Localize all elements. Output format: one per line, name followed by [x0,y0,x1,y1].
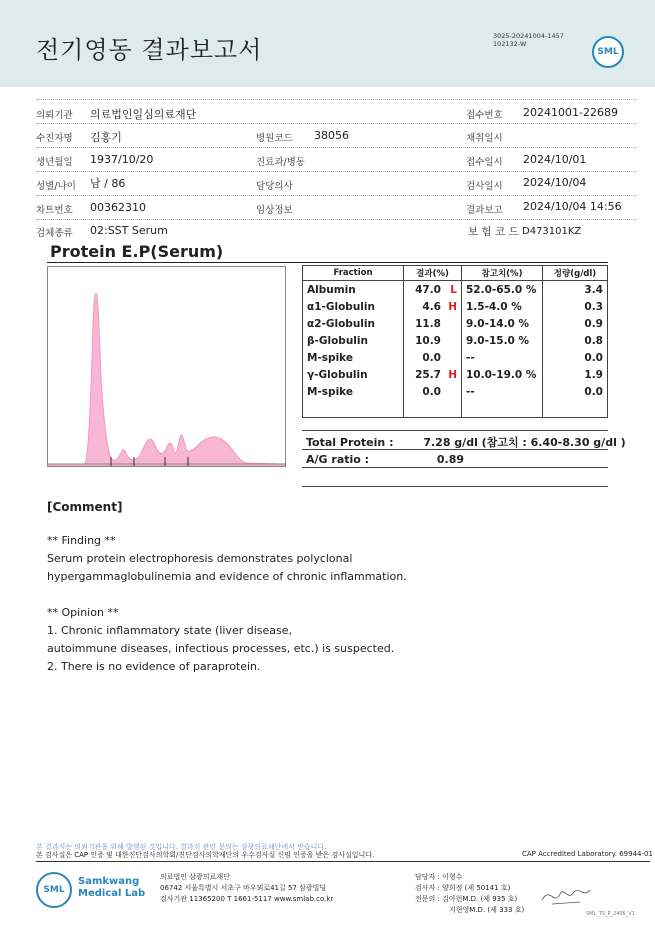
comment-line: ** Finding ** [47,534,116,547]
total-protein-label: Total Protein : [306,436,394,449]
quantity-value: 0.8 [543,332,608,349]
report-date-value: 2024/10/04 14:56 [523,200,622,213]
quantity-value [543,400,608,418]
fraction-name: γ-Globulin [303,366,404,383]
hospital-code-value: 38056 [314,129,349,142]
fraction-name: β-Globulin [303,332,404,349]
result-value: 4.6 [422,300,441,313]
clinical-label: 임상정보 [256,205,293,216]
fraction-name: M-spike [303,349,404,366]
table-row [303,298,608,315]
comment-line: ** Opinion ** [47,606,119,619]
footer-contact: 검사기관 11365200 T 1661-5117 www.smlab.co.kr [160,895,334,903]
cap-accreditation: CAP Accredited Laboratory. 69944-01 [522,850,653,858]
ep-section-title: Protein E.P(Serum) [50,242,224,261]
comment-line: autoimmune diseases, infectious processes, etc.) is suspected. [47,642,395,655]
result-flag: H [448,300,457,313]
result-flag: L [450,283,457,296]
fraction-name: α1-Globulin [303,298,404,315]
document-number [493,32,564,48]
institution-label: 의뢰기관 [36,110,73,121]
result-cell [404,366,462,383]
doctor-label: 담당의사 [256,181,293,192]
sex-age-value: 남 / 86 [90,177,126,190]
total-protein [306,434,646,450]
comment-title: [Comment] [47,500,123,514]
reference-header: 참고치(%) [462,266,543,281]
comment-line: 1. Chronic inflammatory state (liver disease, [47,624,293,637]
divider [302,449,608,450]
quantity-value: 0.9 [543,315,608,332]
divider [302,430,608,431]
result-value: 0.0 [422,385,441,398]
result-value: 25.7 [415,368,441,381]
table-row [303,400,608,418]
ag-ratio [306,453,606,466]
divider [36,171,636,172]
reference-range: 1.5-4.0 % [462,298,543,315]
result-value: 11.8 [415,317,441,330]
patient-value: 김홍기 [90,131,122,144]
result-cell [404,332,462,349]
quantity-value: 1.9 [543,366,608,383]
fraction-name: α2-Globulin [303,315,404,332]
signature-image [540,880,600,910]
reference-range: -- [462,383,543,400]
document-number-line2: 102132-W [493,40,527,48]
lab-name [78,876,145,900]
footer-divider [36,861,650,862]
dept-label: 진료과/병동 [256,157,306,168]
divider [36,147,636,148]
patient-label: 수진자명 [36,133,73,144]
divider [302,486,608,487]
quantity-header: 정량(g/dl) [543,266,608,281]
comment-line: 2. There is no evidence of paraprotein. [47,660,261,673]
comment-line: hypergammaglobulinemia and evidence of chronic inflammation. [47,570,407,583]
result-cell [404,383,462,400]
total-protein-value: 7.28 g/dl (참고치 : 6.40-8.30 g/dl ) [423,436,626,449]
divider [36,219,636,220]
fraction-name [303,400,404,418]
ep-title-underline [47,262,608,263]
table-row [303,315,608,332]
result-value: 10.9 [415,334,441,347]
hospital-code-label: 병원코드 [256,133,293,144]
footer-org: 의료법인 삼광의료재단 [160,873,230,881]
reference-range: 10.0-19.0 % [462,366,543,383]
staff-specialist-2: 지현영M.D. (제 333 호) [449,906,525,914]
result-value: 0.0 [422,351,441,364]
lab-name-line1: Samkwang [78,876,140,887]
result-cell [404,281,462,299]
staff-specialist-1: 전문의 : 김아현M.D. (제 935 호) [415,895,518,903]
electrophoresis-table [302,265,608,418]
result-cell [404,298,462,315]
report-date-label: 결과보고 [466,205,503,216]
table-header-row [303,266,608,281]
table-row [303,349,608,366]
receipt-date-value: 2024/10/01 [523,153,587,166]
document-number-line1: 3025-20241004-1457 [493,32,564,40]
reference-range [462,400,543,418]
divider [36,123,636,124]
collection-date-label: 채취일시 [466,133,503,144]
test-date-label: 검사일시 [466,181,503,192]
ag-ratio-label: A/G ratio : [306,453,370,466]
chart-no-value: 00362310 [90,201,146,214]
quantity-value: 0.0 [543,349,608,366]
footer-address: 06742 서울특별시 서초구 바우뫼로41길 57 삼광빌딩 [160,884,327,892]
divider [36,99,636,100]
footer-notice-1: 본 결과지는 의뢰기관을 위해 발행된 것입니다. 결과지 관련 문의는 삼광의료재단에서 받습니다. [36,843,327,851]
result-cell [404,315,462,332]
receipt-date-label: 접수일시 [466,157,503,168]
form-code: SML_TS_P_2406_V1 [586,911,635,917]
reference-range: 52.0-65.0 % [462,281,543,299]
footer-logo-icon: SML [36,872,72,908]
sml-logo: SML [592,36,624,68]
quantity-value: 0.0 [543,383,608,400]
specimen-value: 02:SST Serum [90,224,168,237]
specimen-label: 검체종류 [36,228,73,239]
table-row [303,383,608,400]
chart-no-label: 차트번호 [36,205,73,216]
dob-label: 생년월일 [36,157,73,168]
staff-tester: 검사자 : 양희정 (제 50141 호) [415,884,511,892]
quantity-value: 0.3 [543,298,608,315]
reference-range: 9.0-15.0 % [462,332,543,349]
table-row [303,281,608,299]
divider [302,467,608,468]
electrophoresis-graph [47,266,286,467]
report-title: 전기영동 결과보고서 [36,36,263,64]
dob-value: 1937/10/20 [90,153,154,166]
divider [36,195,636,196]
institution-value: 의료법인일심의료재단 [90,108,197,121]
fraction-name: Albumin [303,281,404,299]
footer-notice-2: 본 검사실은 CAP 인증 및 대한진단검사의학회/진단검사의학재단의 우수검사실 신임 인증을 받은 검사실입니다. [36,851,375,859]
result-cell [404,349,462,366]
sex-age-label: 성별/나이 [36,181,76,192]
reference-range: 9.0-14.0 % [462,315,543,332]
result-value: 47.0 [415,283,441,296]
fraction-header: Fraction [303,266,404,281]
storage-code-label: 보 험 코 드 [468,226,519,238]
staff-manager: 담당자 : 이형수 [415,873,463,881]
result-cell [404,400,462,418]
receipt-no-value: 20241001-22689 [523,106,618,119]
lab-name-line2: Medical Lab [78,888,146,899]
comment-line: Serum protein electrophoresis demonstrates polyclonal [47,552,353,565]
table-row [303,332,608,349]
result-header: 결과(%) [404,266,462,281]
test-date-value: 2024/10/04 [523,176,587,189]
receipt-no-label: 접수번호 [466,110,503,121]
electrophoresis-curve [48,267,285,466]
table-row [303,366,608,383]
reference-range: -- [462,349,543,366]
storage-code-value: D473101KZ [522,226,582,237]
quantity-value: 3.4 [543,281,608,299]
fraction-name: M-spike [303,383,404,400]
ag-ratio-value: 0.89 [436,453,465,466]
result-flag: H [448,368,457,381]
